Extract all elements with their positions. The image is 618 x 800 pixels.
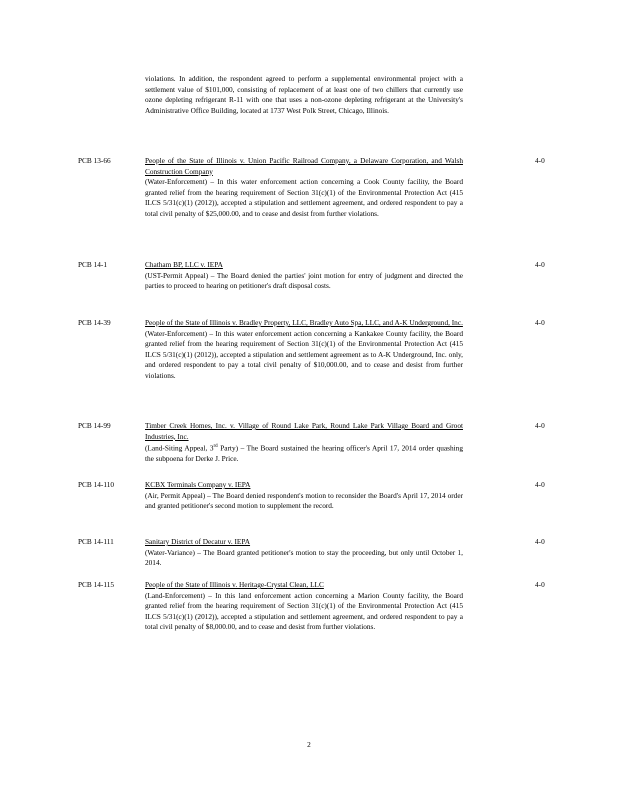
case-title: Chatham BP, LLC v. IEPA bbox=[145, 260, 223, 269]
case-number: PCB 14-111 bbox=[78, 537, 114, 546]
case-description: (Land-Enforcement) – In this land enforcement action concerning a Marion County facility, the Board granted relief from the hearing requirement of Section 31(c)(1) of the Environmental Protection Act (415 ILCS 5/31(c)(1) (2012)), accepted a stipulation and settlement agreement, and ordered respondent to pay a total civil penalty of $8,000.00, and to cease and desist from further violations. bbox=[145, 590, 463, 632]
case-description: (Water-Variance) – The Board granted petitioner's motion to stay the proceeding, but only until October 1, 2014. bbox=[145, 547, 463, 568]
vote-count: 4-0 bbox=[535, 156, 545, 165]
case-body bbox=[145, 580, 463, 633]
case-number: PCB 14-115 bbox=[78, 580, 115, 589]
page-number: 2 bbox=[307, 740, 311, 749]
case-title: Timber Creek Homes, Inc. v. Village of Round Lake Park, Round Lake Park Village Board and Groot Industries, Inc. bbox=[145, 421, 463, 441]
case-number: PCB 13-66 bbox=[78, 156, 111, 165]
case-number: PCB 14-39 bbox=[78, 318, 111, 327]
case-title: People of the State of Illinois v. Union Pacific Railroad Company, a Delaware Corporation, and Walsh Construction Company bbox=[145, 156, 463, 176]
case-title: Sanitary District of Decatur v. IEPA bbox=[145, 537, 251, 546]
vote-count: 4-0 bbox=[535, 260, 545, 269]
vote-count: 4-0 bbox=[535, 480, 545, 489]
case-description: (UST-Permit Appeal) – The Board denied the parties' joint motion for entry of judgment and directed the parties to proceed to hearing on petitioner's draft disposal costs. bbox=[145, 270, 463, 291]
case-number: PCB 14-110 bbox=[78, 480, 115, 489]
intro-paragraph bbox=[145, 74, 463, 116]
case-body bbox=[145, 421, 463, 465]
intro-text: violations. In addition, the respondent agreed to perform a supplemental environmental project with a settlement value of $101,000, consisting of replacement of at least one of two chillers that currently use ozone depleting refrigerant R-11 with one that uses a non-ozone depleting refrigerant at the University's Administrative Office Building, located at 1737 West Polk Street, Chicago, Illinois. bbox=[145, 74, 463, 115]
case-title: KCBX Terminals Company v. IEPA bbox=[145, 480, 251, 489]
case-number: PCB 14-1 bbox=[78, 260, 107, 269]
vote-count: 4-0 bbox=[535, 421, 545, 430]
case-body bbox=[145, 156, 463, 220]
case-title: People of the State of Illinois v. Bradley Property, LLC, Bradley Auto Spa, LLC, and A-K Underground, Inc. bbox=[145, 318, 463, 327]
case-body bbox=[145, 537, 463, 569]
case-description: (Water-Enforcement) – In this water enforcement action concerning a Kankakee County facility, the Board granted relief from the hearing requirement of Section 31(c)(1) of the Environmental Protection Act (415 ILCS 5/31(c)(1) (2012)), accepted a stipulation and settlement agreement as to A-K Underground, Inc. only, and ordered respondent to pay a total civil penalty of $10,000.00, and to cease and desist from further violations. bbox=[145, 328, 463, 380]
vote-count: 4-0 bbox=[535, 537, 545, 546]
case-description: (Air, Permit Appeal) – The Board denied respondent's motion to reconsider the Board's April 17, 2014 order and granted petitioner's second motion to supplement the record. bbox=[145, 490, 463, 511]
case-title: People of the State of Illinois v. Heritage-Crystal Clean, LLC bbox=[145, 580, 324, 589]
case-number: PCB 14-99 bbox=[78, 421, 111, 430]
vote-count: 4-0 bbox=[535, 318, 545, 327]
case-body bbox=[145, 480, 463, 512]
vote-count: 4-0 bbox=[535, 580, 545, 589]
case-description: (Water-Enforcement) – In this water enforcement action concerning a Cook County facility, the Board granted relief from the hearing requirement of Section 31(c)(1) of the Environmental Protection Act (415 ILCS 5/31(c)(1) (2012)), accepted a stipulation and settlement agreement, and ordered respondent to pay a total civil penalty of $25,000.00, and to cease and desist from further violations. bbox=[145, 177, 463, 218]
case-description: (Land-Siting Appeal, 3rd Party) – The Board sustained the hearing officer's April 17, 2014 order quashing the subpoena for Derke J. Price. bbox=[145, 443, 463, 464]
case-body bbox=[145, 260, 463, 292]
case-body bbox=[145, 318, 463, 382]
